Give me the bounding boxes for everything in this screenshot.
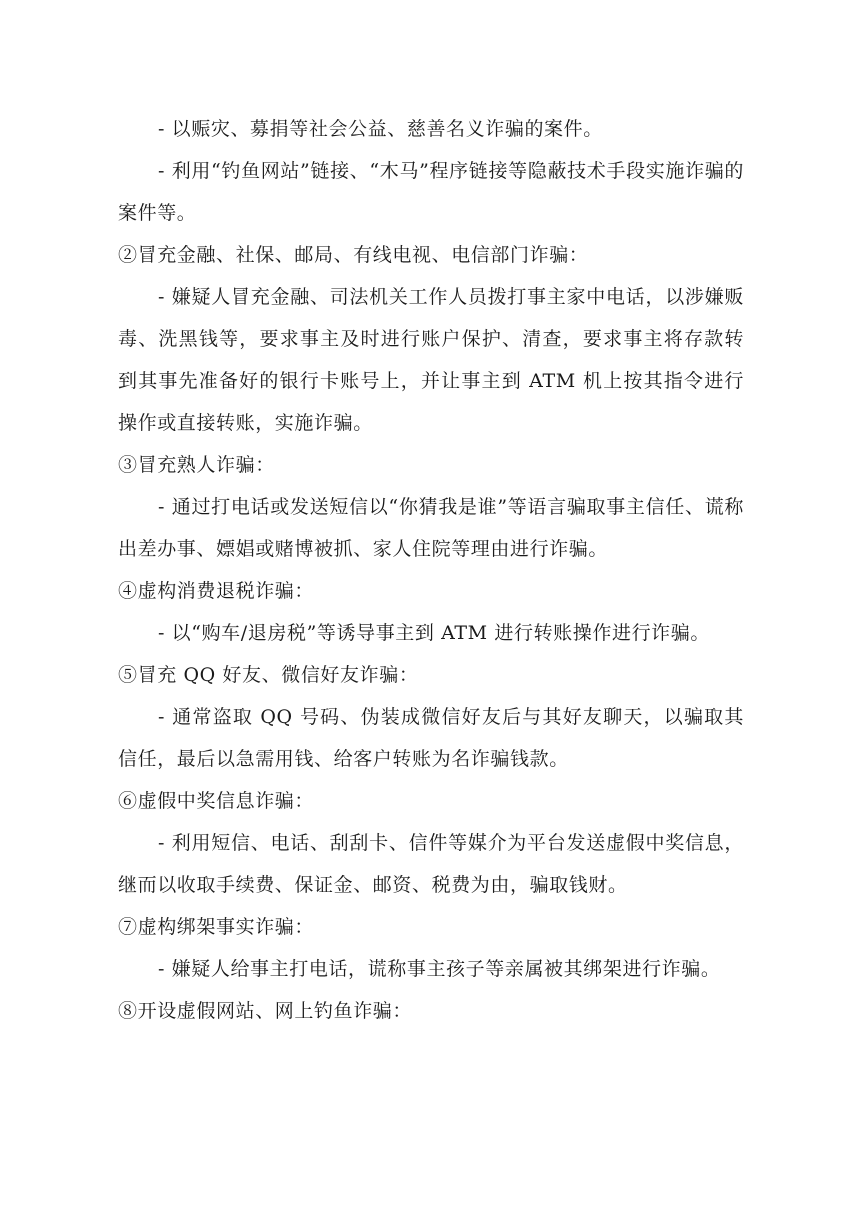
bullet-prize-media: - 利用短信、电话、刮刮卡、信件等媒介为平台发送虚假中奖信息，继而以收取手续费、保证金、邮资、税费为由，骗取钱财。 xyxy=(118,832,744,896)
bullet-kidnapping-call: - 嫌疑人给事主打电话，谎称事主孩子等亲属被其绑架进行诈骗。 xyxy=(158,958,721,980)
document-body xyxy=(118,108,744,1032)
heading-impersonate-acquaintance: ③冒充熟人诈骗： xyxy=(118,454,275,476)
bullet-stolen-qq: - 通常盗取 QQ 号码、伪装成微信好友后与其好友聊天，以骗取其信任，最后以急需用钱、给客户转账为名诈骗钱款。 xyxy=(118,706,744,770)
heading-impersonate-institutions: ②冒充金融、社保、邮局、有线电视、电信部门诈骗： xyxy=(118,244,589,266)
heading-fake-kidnapping: ⑦虚构绑架事实诈骗： xyxy=(118,916,315,938)
heading-fake-prize: ⑥虚假中奖信息诈骗： xyxy=(118,790,315,812)
bullet-charity-fraud: - 以赈灾、募捐等社会公益、慈善名义诈骗的案件。 xyxy=(158,118,603,140)
bullet-car-house-tax: - 以“购车/退房税”等诱导事主到 ATM 进行转账操作进行诈骗。 xyxy=(158,622,710,644)
heading-fake-websites: ⑧开设虚假网站、网上钓鱼诈骗： xyxy=(118,1000,413,1022)
heading-impersonate-qq-wechat: ⑤冒充 QQ 好友、微信好友诈骗： xyxy=(118,664,419,686)
bullet-guess-who: - 通过打电话或发送短信以“你猜我是谁”等语言骗取事主信任、谎称出差办事、嫖娼或赌博被抓、家人住院等理由进行诈骗。 xyxy=(118,496,744,560)
bullet-phishing-trojan: - 利用“钓鱼网站”链接、“木马”程序链接等隐蔽技术手段实施诈骗的案件等。 xyxy=(118,160,744,224)
heading-fake-tax-refund: ④虚构消费退税诈骗： xyxy=(118,580,315,602)
bullet-impersonate-officials: - 嫌疑人冒充金融、司法机关工作人员拨打事主家中电话，以涉嫌贩毒、洗黑钱等，要求事主及时进行账户保护、清查，要求事主将存款转到其事先准备好的银行卡账号上，并让事主到 ATM 机上按其指令进行操作或直接转账，实施诈骗。 xyxy=(118,286,744,434)
